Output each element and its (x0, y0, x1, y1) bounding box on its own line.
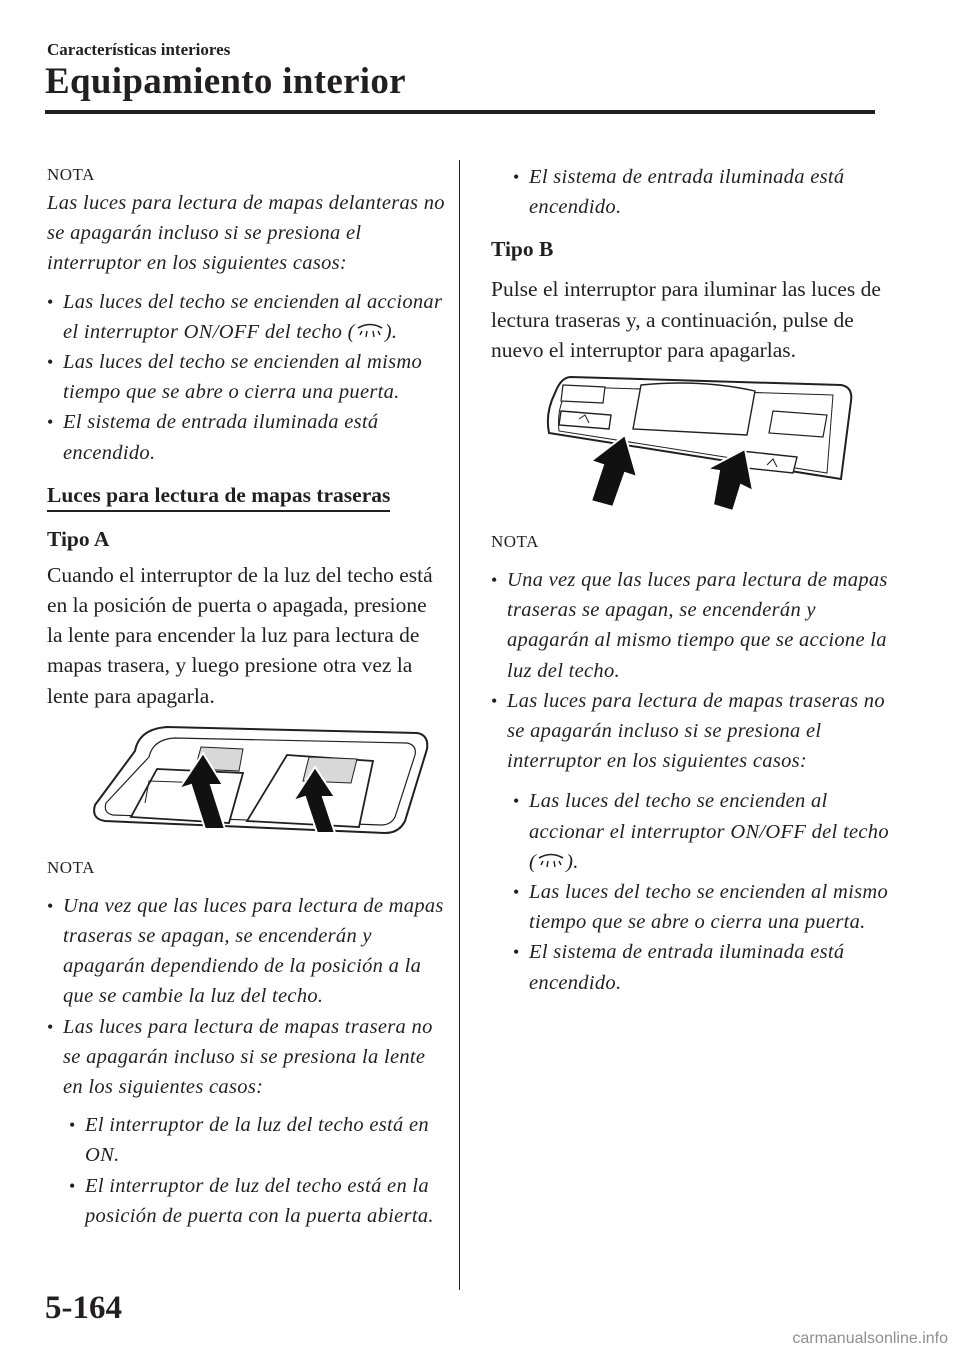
nota-bullet-text: El sistema de entrada iluminada está encendido. (63, 411, 379, 464)
title-rule (45, 110, 875, 114)
bullet-dot: • (69, 1115, 76, 1136)
nota-bullet-text: Las luces para lectura de mapas traseras no se apagarán incluso si se presiona el interruptor en los siguientes casos: (507, 689, 885, 773)
tipo-b-heading: Tipo B (491, 237, 554, 262)
nota-bullet (491, 686, 891, 777)
nota-bullet (47, 407, 447, 467)
bullet-dot: • (47, 1016, 54, 1037)
rear-map-light-switch-figure (541, 373, 861, 513)
bullet-dot: • (47, 352, 54, 373)
nota-sub-bullet (491, 786, 891, 877)
nota-label: NOTA (47, 165, 95, 184)
bullet-dot: • (47, 412, 54, 433)
nota-sub-bullet (491, 162, 891, 222)
bullet-dot: • (513, 882, 520, 903)
bullet-dot: • (513, 942, 520, 963)
section-label: Características interiores (47, 40, 231, 59)
nota-sub-bullet-text: El sistema de entrada iluminada está encendido. (529, 941, 845, 994)
nota-sub-bullet-text: El sistema de entrada iluminada está encendido. (529, 166, 845, 219)
bullet-dot: • (491, 690, 498, 711)
nota-sub-bullet (47, 1110, 447, 1170)
nota-bullet-text: Una vez que las luces para lectura de mapas traseras se apagan, se encenderán y apagarán dependiendo de la posición a la que se cambie la luz del techo. (63, 894, 444, 1008)
tipo-a-heading: Tipo A (47, 526, 110, 551)
nota-bullet (491, 565, 891, 686)
tipo-a-text: Cuando el interruptor de la luz del techo está en la posición de puerta o apagada, presione la lente para encender la luz para lectura de mapas trasera, y luego presione otra vez la lente para apagarla. (47, 562, 433, 708)
nota-bullet-text: Una vez que las luces para lectura de mapas traseras se apagan, se encenderán y apagarán al mismo tiempo que se accione la luz del techo. (507, 569, 888, 682)
nota-bullet-text-end: ). (384, 320, 398, 343)
nota-sub-bullet-text: El interruptor de la luz del techo está en ON. (85, 1114, 429, 1167)
nota-sub-bullet (47, 1171, 447, 1231)
left-column (47, 162, 447, 1231)
nota-sub-bullet-text-end: ). (566, 850, 579, 873)
nota-sub-bullet (491, 877, 891, 937)
nota-bullet (47, 287, 447, 347)
rear-map-light-lens-figure (87, 721, 487, 841)
nota-bullet (47, 1012, 447, 1103)
right-column (491, 162, 891, 998)
tipo-b-text: Pulse el interruptor para iluminar las luces de lectura traseras y, a continuación, pulse de nuevo el interruptor para apagarlas. (491, 277, 881, 362)
page-number: 5-164 (45, 1290, 122, 1326)
nota-sub-bullet-text: Las luces del techo se encienden al mismo tiempo que se abre o cierra una puerta. (529, 881, 889, 934)
bullet-dot: • (513, 167, 520, 187)
bullet-dot: • (513, 791, 520, 812)
nota-bullet-text: Las luces del techo se encienden al mismo tiempo que se abre o cierra una puerta. (63, 351, 423, 404)
nota-sub-bullet-text: Las luces del techo se encienden al accionar el interruptor ON/OFF del techo ( (529, 790, 889, 873)
nota-bullet-text: Las luces para lectura de mapas trasera no se apagarán incluso si se presiona la lente en los siguientes casos: (63, 1015, 433, 1099)
bullet-dot: • (491, 570, 498, 591)
nota-label: NOTA (47, 857, 95, 877)
roof-light-icon (536, 852, 566, 870)
bullet-dot: • (69, 1175, 76, 1196)
chapter-title: Equipamiento interior (45, 61, 406, 102)
nota-sub-bullet (491, 937, 891, 997)
nota-bullet-text: Las luces del techo se encienden al accionar el interruptor ON/OFF del techo ( (63, 290, 443, 343)
bullet-dot: • (47, 291, 54, 312)
nota-bullet (47, 347, 447, 407)
nota-label: NOTA (491, 532, 539, 552)
nota-intro: Las luces para lectura de mapas delanteras no se apagarán incluso si se presiona el interruptor en los siguientes casos: (47, 192, 445, 275)
bullet-dot: • (47, 895, 54, 916)
rear-map-lights-heading: Luces para lectura de mapas traseras (47, 482, 390, 512)
roof-light-icon (355, 322, 385, 340)
nota-bullet (47, 891, 447, 1012)
nota-sub-bullet-text: El interruptor de luz del techo está en la posición de puerta con la puerta abierta. (85, 1174, 434, 1227)
watermark: carmanualsonline.info (792, 1330, 948, 1347)
